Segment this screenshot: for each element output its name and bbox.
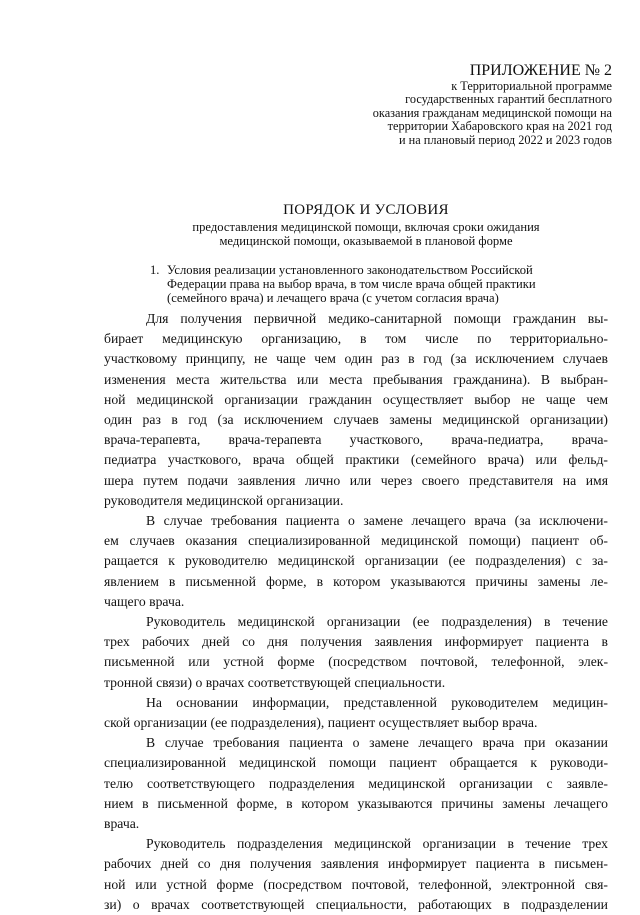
paragraph-line: ской организации (ее подразделения), пациент осуществляет выбор врача. <box>104 715 538 731</box>
paragraph-line: нием в письменной форме, в котором указываются причины замены лечащего <box>104 795 608 811</box>
paragraph <box>104 309 608 511</box>
appendix-line: государственных гарантий бесплатного <box>405 92 612 107</box>
paragraph <box>104 834 608 915</box>
paragraph-line: рабочих дней со дня получения заявления информирует пациента в письмен- <box>104 856 608 872</box>
paragraph-line: явлением в письменной форме, в котором указываются причины замены ле- <box>104 573 608 589</box>
paragraph <box>104 612 608 693</box>
paragraph-line: участковому принципу, не чаще чем один раз в год (за исключением случаев <box>104 351 608 367</box>
paragraph-line: тронной связи) о врачах соответствующей специальности. <box>104 674 446 690</box>
appendix-block <box>282 62 612 147</box>
section-title-line: (семейного врача) и лечащего врача (с учетом согласия врача) <box>167 291 499 305</box>
paragraph-line: Руководитель подразделения медицинской организации в течение трех <box>146 836 608 852</box>
paragraph-line: специализированной медицинской помощи пациент обращается к руководи- <box>104 755 608 771</box>
paragraph-line: телю соответствующего подразделения медицинской организации с заявле- <box>104 775 608 791</box>
paragraph-line: изменения места жительства или места пребывания гражданина). В выбран- <box>104 371 608 387</box>
appendix-heading: ПРИЛОЖЕНИЕ № 2 <box>469 62 612 79</box>
document-title: ПОРЯДОК И УСЛОВИЯ <box>283 202 449 218</box>
section-title <box>167 263 536 305</box>
paragraph <box>104 511 608 612</box>
appendix-line: к Территориальной программе <box>451 79 612 93</box>
paragraph-line: ращается к руководителю медицинской организации (ее подразделения) с за- <box>104 553 608 569</box>
section-number: 1. <box>150 263 160 277</box>
paragraph-line: ной медицинской организации гражданин осуществляет выбор не чаще чем <box>104 391 608 407</box>
paragraph-line: бирает медицинскую организацию, в том числе по территориально- <box>104 331 608 347</box>
paragraph-line: руководителя медицинской организации. <box>104 492 344 508</box>
paragraph-line: зи) о врачах соответствующей специальности, работающих в подразделении <box>104 896 608 912</box>
paragraph-line: В случае требования пациента о замене лечащего врача при оказании <box>146 735 608 751</box>
paragraph-line: ем случаев оказания специализированной медицинской помощи) пациент об- <box>104 533 608 549</box>
document-subtitle <box>96 220 636 248</box>
subtitle-line: предоставления медицинской помощи, включая сроки ожидания <box>192 220 540 234</box>
paragraph-line: шера путем подачи заявления лично или через своего представителя на имя <box>104 472 608 488</box>
section-title-line: Условия реализации установленного законодательством Российской <box>167 263 533 277</box>
paragraph-line: Руководитель медицинской организации (ее подразделения) в течение <box>146 614 608 630</box>
paragraph-line: ной или устной форме (посредством почтовой, телефонной, электронной свя- <box>104 876 608 892</box>
paragraph <box>104 733 608 834</box>
appendix-line: и на плановый период 2022 и 2023 годов <box>398 132 612 147</box>
paragraph-line: один раз в год (за исключением случаев замены медицинской организации) <box>104 412 608 428</box>
appendix-line: территории Хабаровского края на 2021 год <box>387 119 612 134</box>
paragraph-line: врача-терапевта, врача-терапевта участкового, врача-педиатра, врача- <box>104 432 608 448</box>
paragraph-line: В случае требования пациента о замене лечащего врача (за исключени- <box>146 513 608 529</box>
paragraph-line: врача. <box>104 816 140 832</box>
paragraph-line: педиатра участкового, врача общей практики (семейного врача) или фельд- <box>104 452 608 468</box>
section-title-line: Федерации права на выбор врача, в том числе врача общей практики <box>167 277 536 291</box>
appendix-line: оказания гражданам медицинской помощи на <box>372 105 612 120</box>
subtitle-line: медицинской помощи, оказываемой в плановой форме <box>219 234 513 248</box>
paragraph <box>104 693 608 733</box>
paragraph-line: На основании информации, представленной руководителем медицин- <box>146 694 608 710</box>
paragraph-line: чащего врача. <box>104 593 185 609</box>
paragraph-line: трех рабочих дней со дня получения заявления информирует пациента в <box>104 634 608 650</box>
paragraph-line: Для получения первичной медико-санитарной помощи гражданин вы- <box>146 311 608 326</box>
document-body <box>104 309 608 915</box>
paragraph-line: письменной или устной форме (посредством почтовой, телефонной, элек- <box>104 654 608 670</box>
